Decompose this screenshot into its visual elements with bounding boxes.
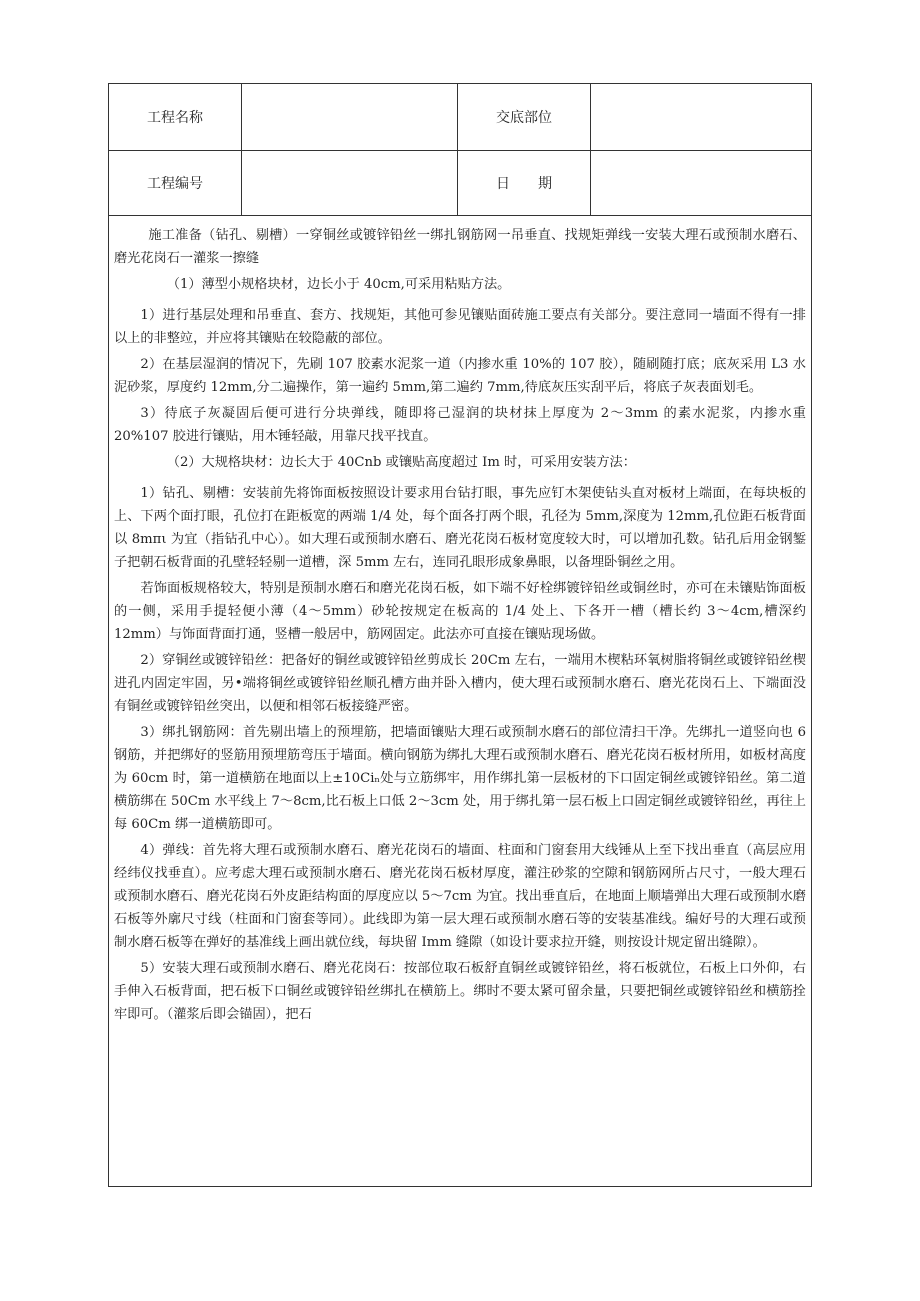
paragraph-section-1: （1）薄型小规格块材，边长小于 40cm,可采用粘贴方法。 xyxy=(166,277,511,292)
date-value[interactable] xyxy=(591,151,811,215)
handover-content xyxy=(109,216,811,1186)
handover-part-label: 交底部位 xyxy=(458,84,591,150)
paragraph-2-1-note: 若饰面板规格较大，特别是预制水磨石和磨光花岗石板，如下端不好栓绑镀锌铅丝或铜丝时，亦可在未镶贴饰面板的一侧，采用手提轻便小薄（4～5mm）砂轮按规定在板高的 1/4 处上、下各开一槽（槽长约 3～4cm,槽深约 12mm）与饰面背面打通，竖槽一般居中，筋网固定。此法亦可直接在镶贴现场做。 xyxy=(114,581,806,642)
handover-part-value[interactable] xyxy=(591,84,811,150)
paragraph-1-2: 2）在基层湿润的情况下，先刷 107 胶素水泥浆一道（内掺水重 10%的 107 胶），随刷随打底；底灰采用 L3 水泥砂浆，厚度约 12mm,分二遍操作，第一遍约 5mm,第二遍约 7mm,待底灰压实刮平后，将底子灰表面划毛。 xyxy=(114,357,806,395)
project-name-value[interactable] xyxy=(242,84,458,150)
paragraph-2-1: 1）钻孔、剔槽：安装前先将饰面板按照设计要求用台钻打眼，事先应钉木架使钻头直对板材上端面，在每块板的上、下两个面打眼，孔位打在距板宽的两端 1/4 处，每个面各打两个眼，孔径为 5mm,深度为 12mm,孔位距石板背面以 8mπι 为宜（指钻孔中心）。如大理石或预制水磨石、磨光花岗石板材宽度较大时，可以增加孔数。钻孔后用金钢錾子把朝石板背面的孔壁轻轻剔一道槽，深 5mm 左右，连同孔眼形成象鼻眼，以备埋卧铜丝之用。 xyxy=(114,486,806,570)
project-no-value[interactable] xyxy=(242,151,458,215)
header-row-2 xyxy=(109,151,811,216)
paragraph-2-2: 2）穿铜丝或镀锌铅丝：把备好的铜丝或镀锌铅丝剪成长 20Cm 左右，一端用木楔粘环氧树脂将铜丝或镀锌铅丝楔进孔内固定牢固，另•端将铜丝或镀锌铅丝顺孔槽方曲并卧入槽内，使大理石或预制水磨石、磨光花岗石上、下端面没有铜丝或镀锌铅丝突出，以便和相邻石板接缝严密。 xyxy=(114,653,806,714)
paragraph-2-5: 5）安装大理石或预制水磨石、磨光花岗石：按部位取石板舒直铜丝或镀锌铅丝，将石板就位，石板上口外仰，右手伸入石板背面，把石板下口铜丝或镀锌铅丝绑扎在横筋上。绑时不要太紧可留余量，只要把铜丝或镀锌铅丝和横筋拴牢即可。（灌浆后即会锚固），把石 xyxy=(114,961,806,1022)
paragraph-2-3: 3）绑扎钢筋网：首先剔出墙上的预埋筋，把墙面镶贴大理石或预制水磨石的部位清扫干净。先绑扎一道竖向也 6 钢筋，并把绑好的竖筋用预埋筋弯压于墙面。横向钢筋为绑扎大理石或预制水磨石、磨光花岗石板材所用，如板材高度为 60cm 时，第一道横筋在地面以上±10Ciₙ处与立筋绑牢，用作绑扎第一层板材的下口固定铜丝或镀锌铅丝。第二道横筋绑在 50Cm 水平线上 7～8cm,比石板上口低 2～3cm 处，用于绑扎第一层石板上口固定铜丝或镀锌铅丝，再往上每 60Cm 绑一道横筋即可。 xyxy=(114,725,806,832)
paragraph-section-2: （2）大规格块材：边长大于 40Cnb 或镶贴高度超过 Im 时，可采用安装方法： xyxy=(166,455,636,470)
paragraph-1-3: 3）待底子灰凝固后便可进行分块弹线，随即将己湿润的块材抹上厚度为 2～3mm 的素水泥浆，内掺水重 20%107 胶进行镶贴，用木锤轻敲，用靠尺找平找直。 xyxy=(114,406,806,444)
paragraph-1-1: 1）进行基层处理和吊垂直、套方、找规矩，其他可参见镶贴面砖施工要点有关部分。要注意同一墙面不得有一排以上的非整竝，并应将其镶贴在较隐蔽的部位。 xyxy=(114,308,806,346)
project-name-label: 工程名称 xyxy=(109,84,242,150)
date-label: 日 期 xyxy=(458,151,591,215)
header-row-1 xyxy=(109,84,811,151)
paragraph-2-4: 4）弹线：首先将大理石或预制水磨石、磨光花岗石的墙面、柱面和门窗套用大线锤从上至下找出垂直（高层应用经纬仪找垂直）。应考虑大理石或预制水磨石、磨光花岗石板材厚度，灌注砂浆的空隙和钢筋网所占尺寸，一般大理石或预制水磨石、磨光花岗石外皮距结构面的厚度应以 5～7cm 为宜。找出垂直后，在地面上顺墙弹出大理石或预制水磨石板等外廓尺寸线（柱面和门窗套等同）。此线即为第一层大理石或预制水磨石等的安装基准线。编好号的大理石或预制水磨石板等在弹好的基准线上画出就位线，每块留 Imm 缝隙（如设计要求拉开缝，则按设计规定留出缝隙）。 xyxy=(114,843,806,950)
project-no-label: 工程编号 xyxy=(109,151,242,215)
handover-form xyxy=(108,83,812,1187)
paragraph-process-flow: 施工准备（钻孔、剔槽）一穿铜丝或镀锌铅丝一绑扎钢筋网一吊垂直、找规矩弹线一安装大理石或预制水磨石、磨光花岗石一灌浆一擦缝 xyxy=(114,228,806,266)
